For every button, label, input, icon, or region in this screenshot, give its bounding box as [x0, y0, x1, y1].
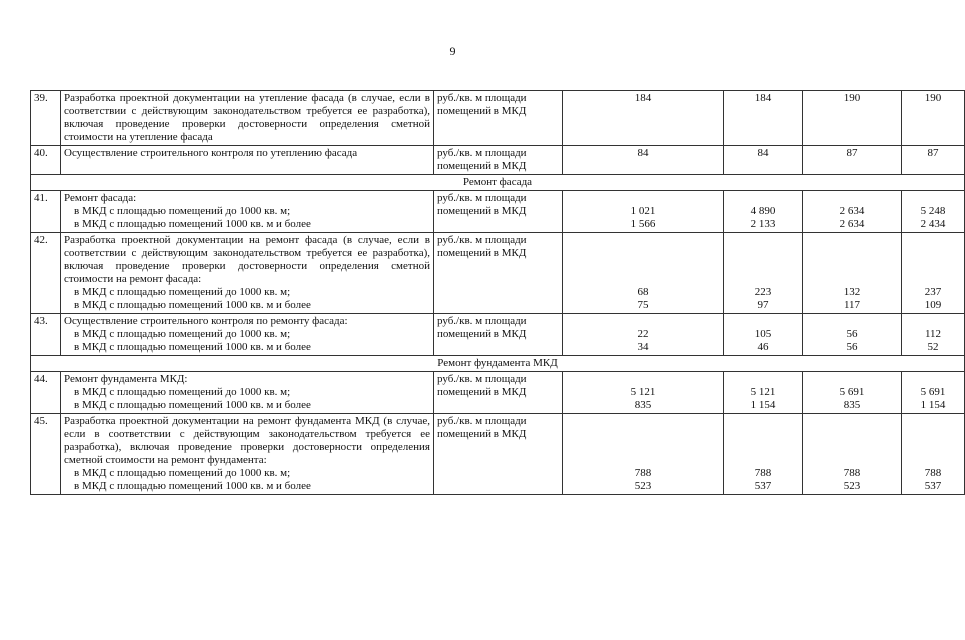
- value-cell: 84: [724, 146, 803, 175]
- value-cell: 87: [803, 146, 902, 175]
- row-number: 45.: [31, 414, 61, 495]
- value-large: 117: [843, 299, 861, 311]
- table-row: [31, 233, 965, 314]
- table-row: [31, 191, 965, 233]
- row-number: 39.: [31, 91, 61, 146]
- unit-cell: руб./кв. м площади помещений в МКД: [434, 146, 563, 175]
- row-number: 41.: [31, 191, 61, 233]
- row-description: [61, 191, 434, 233]
- value-cell: [563, 191, 724, 233]
- value-cell: [563, 233, 724, 314]
- value-cell: [803, 314, 902, 356]
- value-cell: [563, 314, 724, 356]
- value-small: 223: [754, 286, 772, 298]
- value-large: 835: [634, 399, 652, 411]
- subitem-large: в МКД с площадью помещений 1000 кв. м и более: [74, 480, 311, 492]
- value-small: 22: [637, 328, 649, 340]
- unit-cell: руб./кв. м площади помещений в МКД: [434, 314, 563, 356]
- section-row: [31, 175, 965, 191]
- value-cell: [902, 372, 965, 414]
- row-number: 40.: [31, 146, 61, 175]
- row-title: Разработка проектной документации на ремонт фасада (в случае, если в соответствии с действующим законодательством требуется ее разработка), включая проведение проверки достоверности определения сметной стоимости на ремонт фасада:: [64, 234, 430, 285]
- value-small: 5 121: [750, 386, 776, 398]
- value-cell: 190: [902, 91, 965, 146]
- unit-cell: руб./кв. м площади помещений в МКД: [434, 414, 563, 495]
- value-cell: [724, 372, 803, 414]
- subitem-small: в МКД с площадью помещений до 1000 кв. м;: [74, 386, 291, 398]
- table-row: [31, 314, 965, 356]
- row-description: [61, 372, 434, 414]
- value-large: 523: [634, 480, 652, 492]
- value-small: 788: [634, 467, 652, 479]
- unit-cell: руб./кв. м площади помещений в МКД: [434, 191, 563, 233]
- value-small: 5 691: [920, 386, 946, 398]
- section-heading-foundation: Ремонт фундамента МКД: [31, 356, 965, 372]
- value-cell: [803, 372, 902, 414]
- value-large: 56: [846, 341, 858, 353]
- value-small: 132: [843, 286, 861, 298]
- row-description: [61, 414, 434, 495]
- table-row: [31, 146, 965, 175]
- value-large: 52: [927, 341, 939, 353]
- value-small: 68: [637, 286, 649, 298]
- value-small: 2 634: [839, 205, 865, 217]
- value-cell: 87: [902, 146, 965, 175]
- row-number: 43.: [31, 314, 61, 356]
- value-large: 1 566: [630, 218, 656, 230]
- value-cell: [803, 233, 902, 314]
- row-number: 44.: [31, 372, 61, 414]
- value-large: 835: [843, 399, 861, 411]
- table-row: [31, 414, 965, 495]
- value-cell: [563, 372, 724, 414]
- value-small: 788: [924, 467, 942, 479]
- row-title: Разработка проектной документации на ремонт фундамента МКД (в случае, если в соответствии с действующим законодательством требуется ее разработка), включая проведение проверки достоверности определения сметной стоимости на ремонт фундамента:: [64, 415, 430, 466]
- row-number: 42.: [31, 233, 61, 314]
- value-large: 2 133: [750, 218, 776, 230]
- subitem-small: в МКД с площадью помещений до 1000 кв. м;: [74, 286, 291, 298]
- value-cell: 184: [563, 91, 724, 146]
- subitem-large: в МКД с площадью помещений 1000 кв. м и более: [74, 341, 311, 353]
- value-small: 5 691: [839, 386, 865, 398]
- value-cell: [902, 233, 965, 314]
- value-large: 34: [637, 341, 649, 353]
- row-title: Ремонт фундамента МКД:: [64, 373, 188, 385]
- row-description: [61, 233, 434, 314]
- value-small: 5 248: [920, 205, 946, 217]
- unit-cell: руб./кв. м площади помещений в МКД: [434, 91, 563, 146]
- value-large: 2 434: [920, 218, 946, 230]
- page-number: 9: [449, 44, 456, 58]
- subitem-large: в МКД с площадью помещений 1000 кв. м и более: [74, 299, 311, 311]
- value-small: 112: [924, 328, 942, 340]
- value-cell: [563, 414, 724, 495]
- subitem-large: в МКД с площадью помещений 1000 кв. м и более: [74, 218, 311, 230]
- value-small: 56: [846, 328, 858, 340]
- subitem-large: в МКД с площадью помещений 1000 кв. м и более: [74, 399, 311, 411]
- subitem-small: в МКД с площадью помещений до 1000 кв. м;: [74, 467, 291, 479]
- value-cell: [902, 414, 965, 495]
- value-large: 46: [757, 341, 769, 353]
- row-description: [61, 314, 434, 356]
- value-large: 537: [754, 480, 772, 492]
- table-row: [31, 91, 965, 146]
- value-small: 5 121: [630, 386, 656, 398]
- row-title: Осуществление строительного контроля по ремонту фасада:: [64, 315, 348, 327]
- unit-cell: руб./кв. м площади помещений в МКД: [434, 372, 563, 414]
- value-cell: [803, 191, 902, 233]
- value-large: 537: [924, 480, 942, 492]
- value-cell: 184: [724, 91, 803, 146]
- value-small: 1 021: [630, 205, 656, 217]
- value-small: 788: [754, 467, 772, 479]
- value-large: 97: [757, 299, 769, 311]
- value-cell: [902, 314, 965, 356]
- value-cell: [803, 414, 902, 495]
- section-heading-facade: Ремонт фасада: [31, 175, 965, 191]
- value-cell: [902, 191, 965, 233]
- subitem-small: в МКД с площадью помещений до 1000 кв. м;: [74, 205, 291, 217]
- value-cell: 190: [803, 91, 902, 146]
- value-small: 4 890: [750, 205, 776, 217]
- subitem-small: в МКД с площадью помещений до 1000 кв. м;: [74, 328, 291, 340]
- value-small: 237: [924, 286, 942, 298]
- table-row: [31, 372, 965, 414]
- value-large: 75: [637, 299, 649, 311]
- value-small: 788: [843, 467, 861, 479]
- rates-table: [30, 90, 965, 495]
- section-row: [31, 356, 965, 372]
- value-cell: [724, 414, 803, 495]
- value-large: 1 154: [920, 399, 946, 411]
- value-small: 105: [754, 328, 772, 340]
- value-cell: [724, 233, 803, 314]
- value-cell: [724, 191, 803, 233]
- row-title: Ремонт фасада:: [64, 192, 137, 204]
- value-cell: 84: [563, 146, 724, 175]
- unit-cell: руб./кв. м площади помещений в МКД: [434, 233, 563, 314]
- value-large: 523: [843, 480, 861, 492]
- value-large: 109: [924, 299, 942, 311]
- value-large: 1 154: [750, 399, 776, 411]
- value-cell: [724, 314, 803, 356]
- row-description: Разработка проектной документации на утепление фасада (в случае, если в соответствии с действующим законодательством требуется ее разработка), включая проведение проверки достоверности определения сметной стоимости на утепление фасада: [61, 91, 434, 146]
- value-large: 2 634: [839, 218, 865, 230]
- row-description: Осуществление строительного контроля по утеплению фасада: [61, 146, 434, 175]
